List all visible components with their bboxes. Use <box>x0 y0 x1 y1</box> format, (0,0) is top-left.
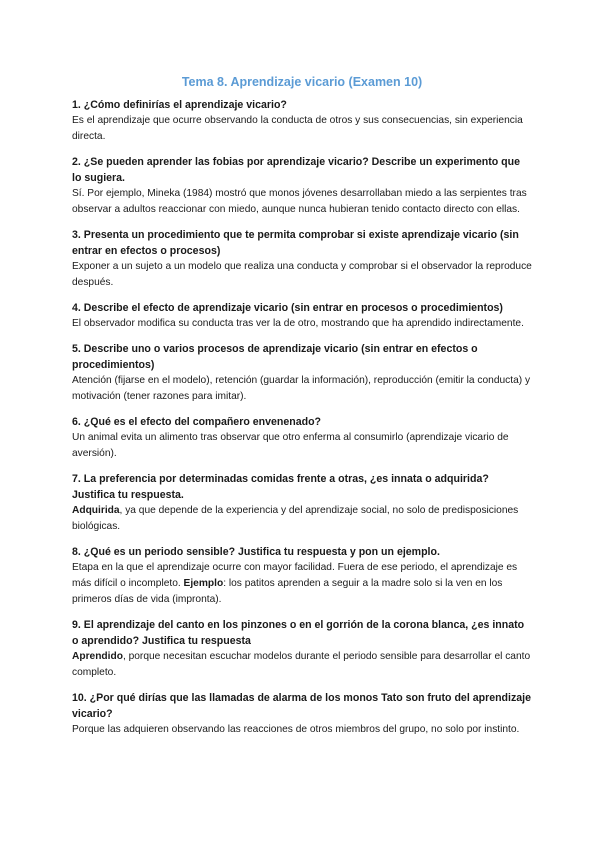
question-block-6 <box>72 414 532 462</box>
answer-8 <box>72 560 532 608</box>
question-block-3 <box>72 227 532 291</box>
question-2: 2. ¿Se pueden aprender las fobias por aprendizaje vicario? Describe un experimento que lo sugiera. <box>72 156 521 184</box>
answer-5: Atención (fijarse en el modelo), retención (guardar la información), reproducción (emitir la conducta) y motivación (tener razones para imitar). <box>72 375 531 402</box>
question-block-2 <box>72 154 532 218</box>
answer-7 <box>72 503 532 535</box>
answer-3: Exponer a un sujeto a un modelo que realiza una conducta y comprobar si el observador la reproduce después. <box>72 261 532 288</box>
document-page <box>72 74 532 747</box>
question-block-5 <box>72 341 532 405</box>
answer-9 <box>72 649 532 681</box>
page-title: Tema 8. Aprendizaje vicario (Examen 10) <box>181 75 423 89</box>
question-1: 1. ¿Cómo definirías el aprendizaje vicario? <box>72 99 287 111</box>
answer-1: Es el aprendizaje que ocurre observando la conducta de otros y sus consecuencias, sin experiencia directa. <box>72 115 523 142</box>
question-7: 7. La preferencia por determinadas comidas frente a otras, ¿es innata o adquirida? Justifica tu respuesta. <box>72 473 489 501</box>
answer-2: Sí. Por ejemplo, Mineka (1984) mostró que monos jóvenes desarrollaban miedo a las serpientes tras observar a adultos reaccionar con miedo, aunque nunca hubieran tenido contacto directo con ellas. <box>72 188 527 215</box>
question-block-8 <box>72 544 532 608</box>
answer-7-keyword: Adquirida <box>72 505 120 516</box>
answer-8-example: : los patitos aprenden a seguir a la madre solo si la ven en los primeros días de vida (impronta). <box>72 578 503 605</box>
question-5: 5. Describe uno o varios procesos de aprendizaje vicario (sin entrar en efectos o procedimientos) <box>72 343 478 371</box>
question-3: 3. Presenta un procedimiento que te permita comprobar si existe aprendizaje vicario (sin entrar en efectos o procesos) <box>72 229 519 257</box>
question-block-1 <box>72 97 532 145</box>
question-block-10 <box>72 690 532 738</box>
question-6: 6. ¿Qué es el efecto del compañero envenenado? <box>72 416 322 428</box>
answer-10: Porque las adquieren observando las reacciones de otros miembros del grupo, no solo por instinto. <box>72 724 520 735</box>
question-4: 4. Describe el efecto de aprendizaje vicario (sin entrar en procesos o procedimientos) <box>72 302 503 314</box>
question-8: 8. ¿Qué es un periodo sensible? Justifica tu respuesta y pon un ejemplo. <box>72 546 440 558</box>
question-block-4 <box>72 300 532 332</box>
answer-9-keyword: Aprendido <box>72 651 123 662</box>
answer-7-text: , ya que depende de la experiencia y del aprendizaje social, no solo de predisposiciones biológicas. <box>72 505 519 532</box>
answer-6: Un animal evita un alimento tras observar que otro enferma al consumirlo (aprendizaje vicario de aversión). <box>72 432 509 459</box>
answer-8-keyword: Ejemplo <box>183 578 224 589</box>
question-block-7 <box>72 471 532 535</box>
question-10: 10. ¿Por qué dirías que las llamadas de alarma de los monos Tato son fruto del aprendizaje vicario? <box>72 692 531 720</box>
answer-8-text: Etapa en la que el aprendizaje ocurre con mayor facilidad. Fuera de ese periodo, el aprendizaje es más difícil o incompleto. <box>72 562 518 589</box>
answer-9-text: , porque necesitan escuchar modelos durante el periodo sensible para desarrollar el canto completo. <box>72 651 531 678</box>
answer-4: El observador modifica su conducta tras ver la de otro, mostrando que ha aprendido indirectamente. <box>72 318 524 329</box>
question-block-9 <box>72 617 532 681</box>
question-9: 9. El aprendizaje del canto en los pinzones o en el gorrión de la corona blanca, ¿es innato o aprendido? Justifica tu respuesta <box>72 619 525 647</box>
